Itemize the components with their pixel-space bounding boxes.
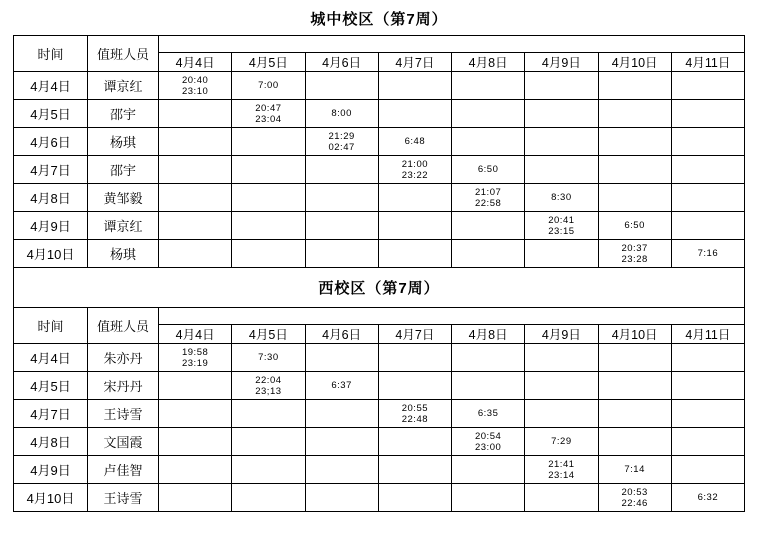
time-cell (232, 428, 305, 456)
time-cell (159, 240, 232, 268)
time-value: 6:37 (331, 380, 352, 391)
date-column-header: 4月6日 (305, 325, 378, 344)
row-date-cell: 4月5日 (14, 372, 88, 400)
time-cell (598, 100, 671, 128)
time-cell (452, 72, 525, 100)
time-cell (598, 456, 671, 484)
person-cell: 黄邹毅 (88, 184, 159, 212)
time-cell (671, 484, 744, 512)
row-date-cell: 4月10日 (14, 240, 88, 268)
campus2-title: 西校区（第7周） (14, 268, 745, 308)
time-cell (232, 212, 305, 240)
time-cell (671, 72, 744, 100)
time-cell (598, 212, 671, 240)
time-cell (598, 344, 671, 372)
time-cell (452, 344, 525, 372)
time-cell (159, 212, 232, 240)
date-column-header: 4月9日 (525, 53, 598, 72)
row-date-cell: 4月10日 (14, 484, 88, 512)
time-cell (598, 184, 671, 212)
time-value: 6:50 (477, 164, 499, 175)
schedule-row (14, 240, 745, 268)
time-cell (525, 428, 598, 456)
time-cell (525, 128, 598, 156)
time-cell (671, 212, 744, 240)
time-cell (525, 72, 598, 100)
person-cell: 王诗雪 (88, 484, 159, 512)
time-value: 20:41 (548, 214, 575, 226)
time-column-header: 时间 (14, 308, 88, 344)
time-value: 8:00 (331, 108, 352, 119)
row-date-cell: 4月8日 (14, 428, 88, 456)
person-cell: 杨琪 (88, 240, 159, 268)
row-date-cell: 4月4日 (14, 344, 88, 372)
time-cell (525, 184, 598, 212)
header-row-top (14, 308, 745, 325)
time-value: 20:53 (621, 486, 648, 498)
time-value: 6:32 (697, 492, 719, 503)
person-cell: 谭京红 (88, 212, 159, 240)
person-cell: 谭京红 (88, 72, 159, 100)
time-value: 20:40 (181, 74, 209, 86)
time-cell (378, 240, 451, 268)
time-cell (232, 456, 305, 484)
time-value: 22:46 (621, 497, 648, 509)
time-cell (525, 344, 598, 372)
time-cell (159, 156, 232, 184)
time-value: 23:28 (621, 253, 648, 265)
time-cell (232, 100, 305, 128)
time-cell (305, 128, 378, 156)
time-cell (159, 128, 232, 156)
time-column-header: 时间 (14, 36, 88, 72)
section-title-row (14, 268, 745, 308)
time-cell (378, 344, 451, 372)
time-cell (159, 72, 232, 100)
time-cell (671, 428, 744, 456)
time-cell (598, 484, 671, 512)
time-cell (671, 344, 744, 372)
time-cell (378, 184, 451, 212)
person-cell: 邵宇 (88, 100, 159, 128)
time-cell (232, 344, 305, 372)
time-cell (671, 128, 744, 156)
schedule-row (14, 428, 745, 456)
time-value: 7:14 (624, 464, 645, 475)
header-row-top (14, 36, 745, 53)
row-date-cell: 4月9日 (14, 212, 88, 240)
time-cell (452, 456, 525, 484)
time-cell (671, 456, 744, 484)
time-cell (671, 240, 744, 268)
time-value: 21:29 (328, 130, 355, 142)
time-cell (452, 100, 525, 128)
time-value: 02:47 (328, 141, 355, 153)
time-cell (525, 456, 598, 484)
time-cell (232, 240, 305, 268)
time-cell (305, 184, 378, 212)
time-cell (232, 372, 305, 400)
schedule-row (14, 344, 745, 372)
time-value: 22:58 (474, 197, 502, 209)
time-cell (305, 212, 378, 240)
time-cell (305, 428, 378, 456)
time-value: 21:07 (474, 186, 502, 198)
time-cell (452, 184, 525, 212)
row-date-cell: 4月5日 (14, 100, 88, 128)
time-value: 23:15 (548, 225, 575, 237)
time-value: 23:14 (548, 469, 575, 481)
schedule-table-body (14, 36, 745, 512)
time-value: 21:00 (401, 158, 429, 170)
schedule-row (14, 484, 745, 512)
row-date-cell: 4月7日 (14, 156, 88, 184)
time-cell (159, 428, 232, 456)
time-cell (525, 212, 598, 240)
schedule-row (14, 128, 745, 156)
time-value: 7:29 (551, 436, 572, 447)
row-date-cell: 4月8日 (14, 184, 88, 212)
time-value: 22:48 (401, 413, 429, 425)
date-column-header: 4月5日 (232, 53, 305, 72)
time-cell (159, 100, 232, 128)
time-value: 6:50 (624, 220, 645, 231)
date-column-header: 4月10日 (598, 325, 671, 344)
time-cell (305, 100, 378, 128)
person-column-header: 值班人员 (88, 308, 159, 344)
time-value: 20:54 (474, 430, 502, 442)
schedule-row (14, 212, 745, 240)
person-column-header: 值班人员 (88, 36, 159, 72)
time-cell (378, 72, 451, 100)
time-cell (159, 372, 232, 400)
time-cell (671, 100, 744, 128)
time-cell (378, 156, 451, 184)
time-cell (232, 184, 305, 212)
schedule-row (14, 400, 745, 428)
time-cell (598, 400, 671, 428)
time-value: 6:48 (404, 136, 426, 147)
row-date-cell: 4月6日 (14, 128, 88, 156)
time-cell (671, 156, 744, 184)
time-cell (305, 400, 378, 428)
schedule-row (14, 372, 745, 400)
time-cell (671, 400, 744, 428)
time-cell (598, 72, 671, 100)
schedule-row (14, 156, 745, 184)
time-cell (305, 372, 378, 400)
campus1-title: 城中校区（第7周） (310, 11, 448, 28)
time-value: 20:55 (401, 402, 429, 414)
time-cell (452, 240, 525, 268)
time-cell (452, 156, 525, 184)
row-date-cell: 4月4日 (14, 72, 88, 100)
time-cell (378, 212, 451, 240)
time-value: 22:04 (255, 374, 282, 386)
time-cell (305, 484, 378, 512)
schedule-row (14, 456, 745, 484)
date-column-header: 4月11日 (671, 325, 744, 344)
time-cell (305, 72, 378, 100)
time-value: 23;13 (255, 385, 282, 397)
time-cell (598, 240, 671, 268)
time-cell (452, 428, 525, 456)
duty-schedule-table (13, 35, 745, 512)
time-value: 23:04 (255, 113, 282, 125)
date-column-header: 4月5日 (232, 325, 305, 344)
time-cell (452, 372, 525, 400)
time-cell (378, 428, 451, 456)
schedule-row (14, 100, 745, 128)
time-value: 23:00 (474, 441, 502, 453)
time-cell (525, 100, 598, 128)
person-cell: 卢佳智 (88, 456, 159, 484)
header-spacer-cell (159, 36, 745, 53)
time-value: 7:16 (697, 248, 719, 259)
time-value: 7:30 (258, 352, 279, 363)
time-cell (598, 428, 671, 456)
row-date-cell: 4月7日 (14, 400, 88, 428)
time-value: 8:30 (551, 192, 572, 203)
person-cell: 王诗雪 (88, 400, 159, 428)
time-cell (232, 400, 305, 428)
time-cell (232, 484, 305, 512)
time-cell (525, 156, 598, 184)
time-cell (525, 400, 598, 428)
time-value: 19:58 (181, 346, 209, 358)
time-cell (452, 212, 525, 240)
date-column-header: 4月10日 (598, 53, 671, 72)
time-cell (378, 372, 451, 400)
time-cell (305, 456, 378, 484)
time-cell (671, 184, 744, 212)
time-cell (525, 372, 598, 400)
person-cell: 宋丹丹 (88, 372, 159, 400)
header-spacer-cell (159, 308, 745, 325)
time-cell (598, 156, 671, 184)
date-column-header: 4月4日 (159, 325, 232, 344)
time-cell (159, 344, 232, 372)
time-cell (305, 344, 378, 372)
time-cell (305, 156, 378, 184)
schedule-row (14, 184, 745, 212)
time-cell (452, 484, 525, 512)
time-value: 23:10 (181, 85, 209, 97)
person-cell: 朱亦丹 (88, 344, 159, 372)
time-cell (159, 184, 232, 212)
time-value: 7:00 (258, 80, 279, 91)
date-column-header: 4月7日 (378, 325, 451, 344)
time-cell (378, 400, 451, 428)
time-value: 21:41 (548, 458, 575, 470)
time-cell (378, 100, 451, 128)
time-cell (598, 372, 671, 400)
time-cell (525, 240, 598, 268)
date-column-header: 4月8日 (452, 325, 525, 344)
time-cell (232, 72, 305, 100)
time-cell (452, 128, 525, 156)
time-cell (378, 456, 451, 484)
time-cell (452, 400, 525, 428)
time-cell (598, 128, 671, 156)
schedule-row (14, 72, 745, 100)
date-column-header: 4月7日 (378, 53, 451, 72)
time-cell (305, 240, 378, 268)
time-value: 6:35 (477, 408, 499, 419)
time-value: 20:47 (255, 102, 282, 114)
time-cell (378, 484, 451, 512)
date-column-header: 4月11日 (671, 53, 744, 72)
person-cell: 杨琪 (88, 128, 159, 156)
time-value: 20:37 (621, 242, 648, 254)
time-value: 23:19 (181, 357, 209, 369)
date-column-header: 4月6日 (305, 53, 378, 72)
time-cell (525, 484, 598, 512)
time-cell (378, 128, 451, 156)
person-cell: 邵宇 (88, 156, 159, 184)
date-column-header: 4月8日 (452, 53, 525, 72)
date-column-header: 4月4日 (159, 53, 232, 72)
row-date-cell: 4月9日 (14, 456, 88, 484)
time-cell (232, 128, 305, 156)
time-cell (159, 456, 232, 484)
time-cell (671, 372, 744, 400)
time-cell (159, 484, 232, 512)
time-value: 23:22 (401, 169, 429, 181)
time-cell (232, 156, 305, 184)
date-column-header: 4月9日 (525, 325, 598, 344)
time-cell (159, 400, 232, 428)
person-cell: 文国霞 (88, 428, 159, 456)
